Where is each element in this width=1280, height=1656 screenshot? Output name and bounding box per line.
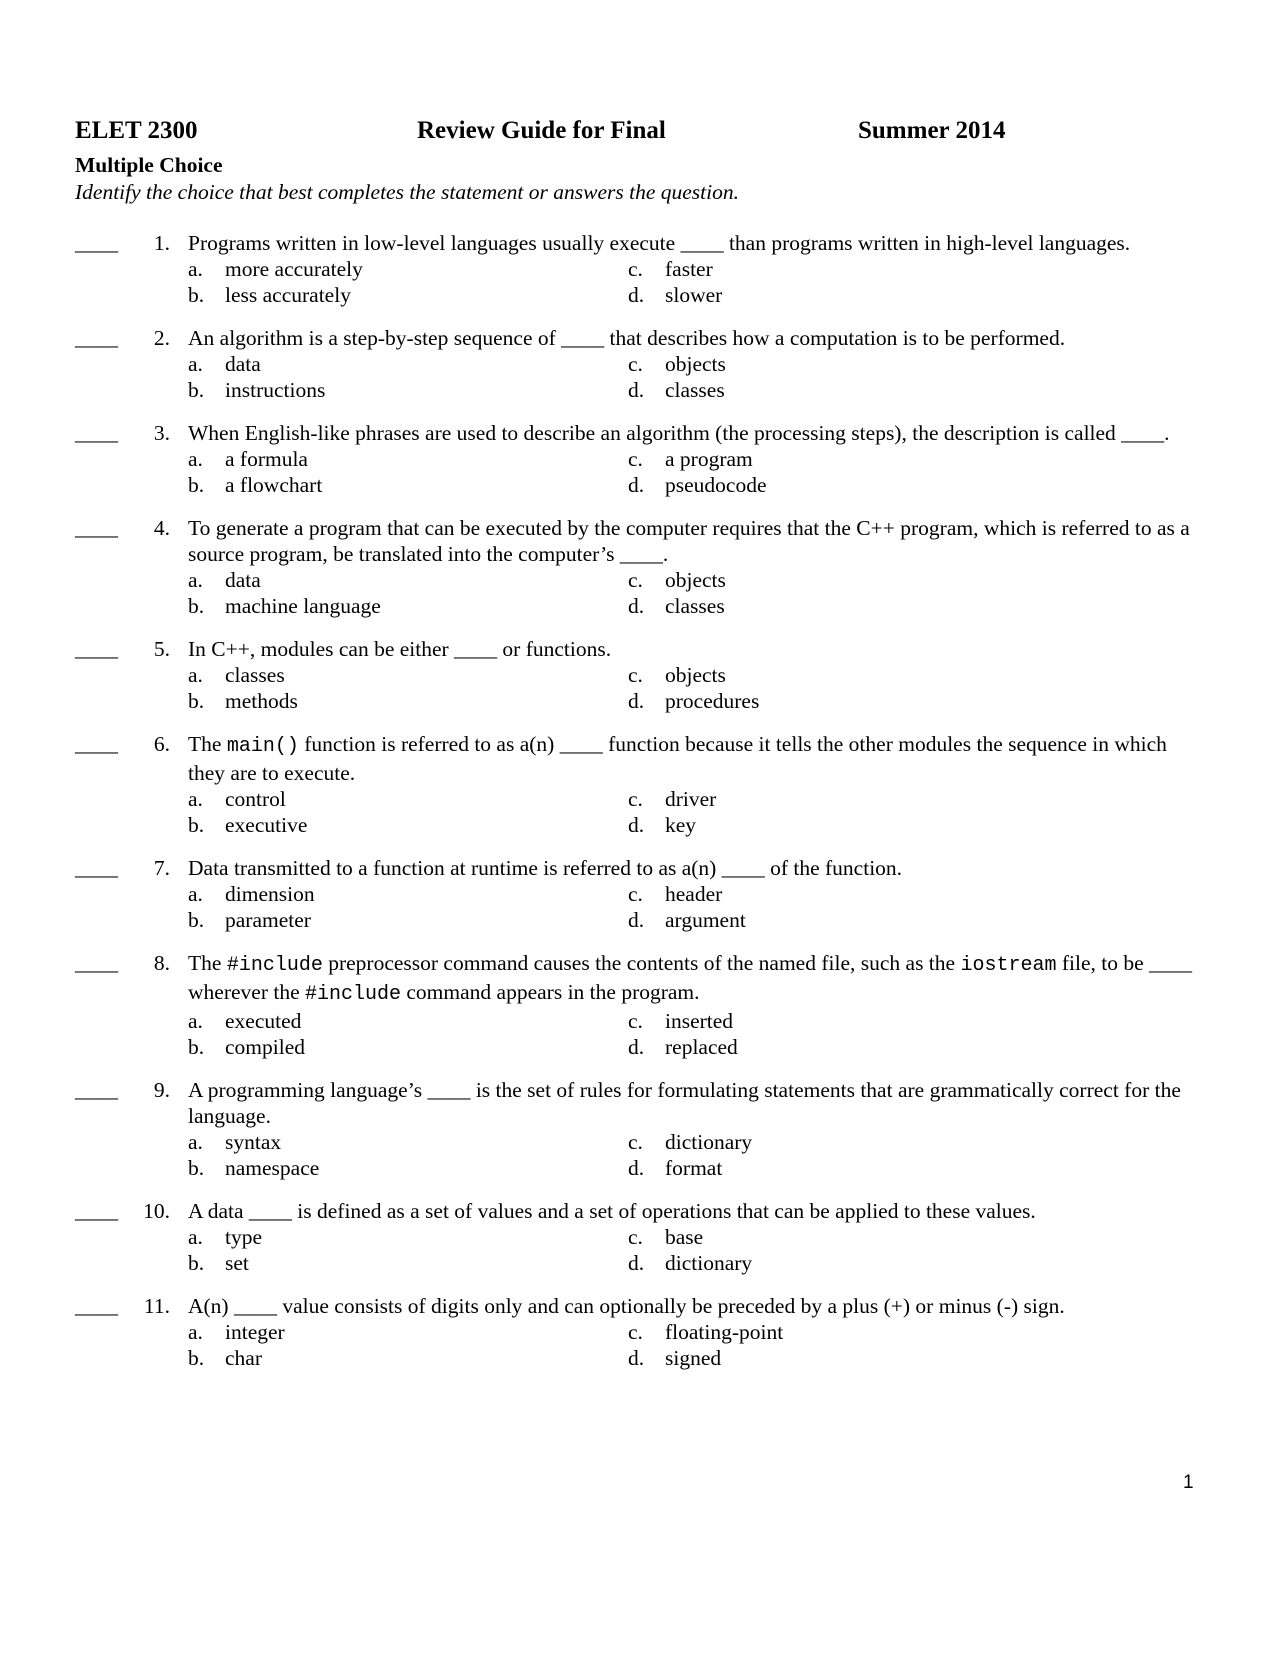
- options: [0, 881, 1280, 933]
- stem-text: The: [188, 951, 227, 975]
- option-text: integer: [225, 1320, 285, 1344]
- question-number: 8.: [153, 951, 170, 975]
- option-text: a program: [665, 447, 753, 471]
- option-letter: b.: [188, 283, 205, 307]
- question-stem: A data ____ is defined as a set of values and a set of operations that can be applied to these values.: [188, 1199, 1036, 1223]
- option-letter: c.: [628, 568, 643, 592]
- option-letter: a.: [188, 1130, 203, 1154]
- option-letter: a.: [188, 352, 203, 376]
- option-letter: c.: [628, 447, 643, 471]
- stem-code: main(): [226, 735, 299, 758]
- option-letter: b.: [188, 1251, 205, 1275]
- option-text: namespace: [225, 1156, 320, 1180]
- page-number: 1: [1183, 1472, 1194, 1493]
- option-letter: d.: [628, 1035, 645, 1059]
- question-3: [0, 420, 1280, 498]
- option-text: signed: [665, 1346, 722, 1370]
- option-letter: a.: [188, 663, 203, 687]
- option-text: parameter: [225, 908, 311, 932]
- options: [0, 1008, 1280, 1060]
- option-text: objects: [665, 568, 726, 592]
- stem-code: #include: [305, 983, 402, 1006]
- option-letter: c.: [628, 882, 643, 906]
- option-letter: b.: [188, 1346, 205, 1370]
- stem-text: function is referred to as a(n) ____ function because it tells the other modules the sequence in which they are to execute.: [188, 732, 1167, 785]
- question-10: [0, 1198, 1280, 1276]
- options: [0, 351, 1280, 403]
- question-number: 6.: [153, 732, 170, 756]
- option-letter: a.: [188, 257, 203, 281]
- course-code: ELET 2300: [75, 117, 198, 144]
- option-text: dictionary: [665, 1130, 753, 1154]
- document-title: Review Guide for Final: [417, 117, 666, 144]
- option-text: inserted: [665, 1009, 734, 1033]
- option-text: char: [225, 1346, 262, 1370]
- question-number: 11.: [143, 1294, 170, 1318]
- question-number: 7.: [153, 856, 170, 880]
- option-letter: d.: [628, 813, 645, 837]
- question-7: [0, 855, 1280, 933]
- option-text: executive: [225, 813, 308, 837]
- option-text: a formula: [225, 447, 308, 471]
- options: [0, 256, 1280, 308]
- option-text: methods: [225, 689, 298, 713]
- options: [0, 1129, 1280, 1181]
- stem-text: preprocessor command causes the contents of the named file, such as the: [322, 951, 961, 975]
- options: [0, 567, 1280, 619]
- option-text: syntax: [225, 1130, 282, 1154]
- option-letter: b.: [188, 689, 205, 713]
- option-text: pseudocode: [665, 473, 767, 497]
- options: [0, 446, 1280, 498]
- stem-text: file, to be ____ wherever the: [188, 951, 1193, 1004]
- answer-blank: ____: [75, 732, 118, 756]
- answer-blank: ____: [75, 1199, 118, 1223]
- document-header: [75, 118, 1215, 148]
- stem-text: command appears in the program.: [401, 980, 700, 1004]
- option-text: compiled: [225, 1035, 306, 1059]
- question-stem: Programs written in low-level languages usually execute ____ than programs written in high-level languages.: [188, 231, 1131, 255]
- option-text: data: [225, 568, 261, 592]
- option-letter: c.: [628, 1225, 643, 1249]
- option-text: less accurately: [225, 283, 351, 307]
- option-text: faster: [665, 257, 713, 281]
- question-6: [0, 731, 1280, 838]
- instructions: Identify the choice that best completes the statement or answers the question.: [75, 180, 739, 204]
- answer-blank: ____: [75, 421, 118, 445]
- option-text: format: [665, 1156, 723, 1180]
- option-letter: b.: [188, 1156, 205, 1180]
- option-text: procedures: [665, 689, 760, 713]
- option-letter: a.: [188, 787, 203, 811]
- option-letter: b.: [188, 378, 205, 402]
- question-stem: When English-like phrases are used to describe an algorithm (the processing steps), the description is called ____.: [188, 421, 1170, 445]
- option-text: key: [665, 813, 697, 837]
- option-letter: d.: [628, 1346, 645, 1370]
- option-text: base: [665, 1225, 704, 1249]
- answer-blank: ____: [75, 637, 118, 661]
- question-number: 1.: [153, 231, 170, 255]
- option-letter: b.: [188, 1035, 205, 1059]
- option-text: control: [225, 787, 286, 811]
- option-letter: d.: [628, 908, 645, 932]
- question-stem: [188, 950, 1198, 1008]
- option-text: replaced: [665, 1035, 738, 1059]
- question-number: 10.: [143, 1199, 170, 1223]
- option-text: executed: [225, 1009, 302, 1033]
- question-number: 9.: [153, 1078, 170, 1102]
- question-number: 3.: [153, 421, 170, 445]
- question-8: [0, 950, 1280, 1060]
- option-letter: a.: [188, 1009, 203, 1033]
- option-letter: c.: [628, 663, 643, 687]
- option-text: objects: [665, 352, 726, 376]
- option-text: header: [665, 882, 723, 906]
- options: [0, 662, 1280, 714]
- option-letter: d.: [628, 594, 645, 618]
- option-text: instructions: [225, 378, 326, 402]
- option-letter: c.: [628, 1009, 643, 1033]
- question-5: [0, 636, 1280, 714]
- options: [0, 1224, 1280, 1276]
- stem-code: #include: [226, 954, 323, 977]
- question-list: [0, 230, 1280, 1388]
- option-letter: b.: [188, 908, 205, 932]
- option-letter: a.: [188, 882, 203, 906]
- options: [0, 1319, 1280, 1371]
- answer-blank: ____: [75, 326, 118, 350]
- option-text: dictionary: [665, 1251, 753, 1275]
- option-text: slower: [665, 283, 723, 307]
- option-letter: b.: [188, 594, 205, 618]
- answer-blank: ____: [75, 231, 118, 255]
- question-1: [0, 230, 1280, 308]
- option-letter: d.: [628, 1251, 645, 1275]
- option-text: classes: [665, 594, 725, 618]
- question-stem: A(n) ____ value consists of digits only and can optionally be preceded by a plus (+) or minus (-) sign.: [188, 1294, 1065, 1318]
- question-stem: Data transmitted to a function at runtime is referred to as a(n) ____ of the function.: [188, 856, 903, 880]
- option-letter: c.: [628, 787, 643, 811]
- option-text: a flowchart: [225, 473, 323, 497]
- section-title: Multiple Choice: [75, 153, 223, 177]
- answer-blank: ____: [75, 856, 118, 880]
- question-stem: A programming language’s ____ is the set of rules for formulating statements that are grammatically correct for the language.: [188, 1078, 1181, 1128]
- option-text: set: [225, 1251, 249, 1275]
- option-letter: c.: [628, 257, 643, 281]
- option-text: classes: [225, 663, 285, 687]
- question-stem: To generate a program that can be executed by the computer requires that the C++ program, which is referred to as a source program, be translated into the computer’s ____.: [188, 516, 1190, 566]
- option-text: objects: [665, 663, 726, 687]
- option-text: data: [225, 352, 261, 376]
- question-stem: [188, 731, 1198, 786]
- question-number: 2.: [153, 326, 170, 350]
- question-9: [0, 1077, 1280, 1181]
- question-stem: In C++, modules can be either ____ or functions.: [188, 637, 612, 661]
- option-letter: d.: [628, 1156, 645, 1180]
- term-label: Summer 2014: [858, 117, 1006, 144]
- option-text: type: [225, 1225, 263, 1249]
- option-letter: a.: [188, 447, 203, 471]
- answer-blank: ____: [75, 951, 118, 975]
- answer-blank: ____: [75, 1078, 118, 1102]
- option-letter: d.: [628, 378, 645, 402]
- option-text: driver: [665, 787, 717, 811]
- option-text: floating-point: [665, 1320, 784, 1344]
- option-text: dimension: [225, 882, 315, 906]
- option-letter: a.: [188, 568, 203, 592]
- option-letter: a.: [188, 1225, 203, 1249]
- option-text: argument: [665, 908, 746, 932]
- question-number: 4.: [153, 516, 170, 540]
- options: [0, 786, 1280, 838]
- question-2: [0, 325, 1280, 403]
- question-stem: An algorithm is a step-by-step sequence of ____ that describes how a computation is to be performed.: [188, 326, 1066, 350]
- option-letter: d.: [628, 473, 645, 497]
- option-letter: d.: [628, 283, 645, 307]
- answer-blank: ____: [75, 1294, 118, 1318]
- option-text: classes: [665, 378, 725, 402]
- stem-text: The: [188, 732, 227, 756]
- option-letter: a.: [188, 1320, 203, 1344]
- answer-blank: ____: [75, 516, 118, 540]
- question-number: 5.: [153, 637, 170, 661]
- stem-code: iostream: [960, 954, 1057, 977]
- question-4: [0, 515, 1280, 619]
- option-text: machine language: [225, 594, 381, 618]
- option-letter: d.: [628, 689, 645, 713]
- option-letter: c.: [628, 1320, 643, 1344]
- question-11: [0, 1293, 1280, 1371]
- option-text: more accurately: [225, 257, 363, 281]
- option-letter: b.: [188, 473, 205, 497]
- option-letter: c.: [628, 1130, 643, 1154]
- option-letter: b.: [188, 813, 205, 837]
- option-letter: c.: [628, 352, 643, 376]
